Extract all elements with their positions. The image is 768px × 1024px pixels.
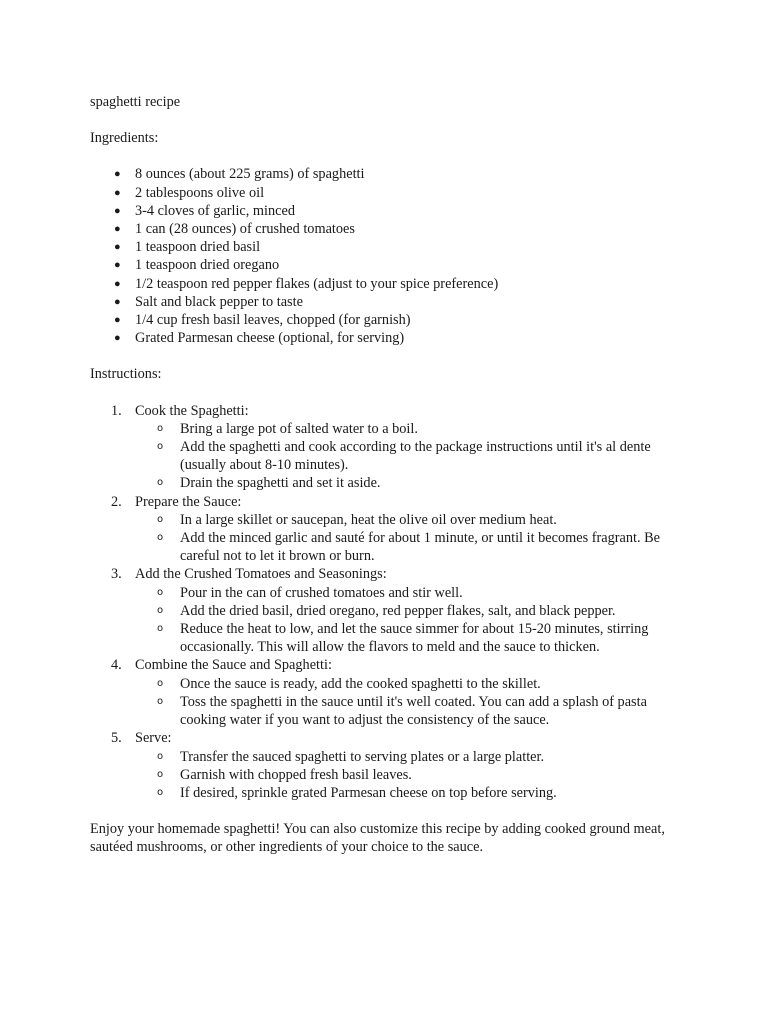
circle-bullet-icon: o bbox=[157, 677, 164, 689]
substep-list bbox=[135, 511, 690, 566]
substep-list bbox=[135, 675, 690, 730]
bullet-icon: ● bbox=[114, 186, 121, 199]
step-title: Combine the Sauce and Spaghetti: bbox=[135, 657, 332, 674]
circle-bullet-icon: o bbox=[157, 441, 164, 453]
substep-item: o In a large skillet or saucepan, heat the olive oil over medium heat. bbox=[157, 511, 557, 528]
bullet-icon: ● bbox=[114, 204, 121, 217]
circle-bullet-icon: o bbox=[157, 532, 164, 544]
closing-paragraph: Enjoy your homemade spaghetti! You can also customize this recipe by adding cooked ground meat, sautéed mushrooms, or other ingredients of your choice to the sauce. bbox=[90, 821, 665, 856]
substep-item: o Pour in the can of crushed tomatoes and stir well. bbox=[157, 584, 463, 601]
circle-bullet-icon: o bbox=[157, 750, 164, 762]
substep-list bbox=[135, 584, 690, 657]
substep-item: o Garnish with chopped fresh basil leaves. bbox=[157, 766, 412, 783]
substep-list bbox=[135, 420, 690, 493]
substep-list bbox=[135, 748, 690, 803]
bullet-icon: ● bbox=[114, 223, 121, 236]
substep-item: o Add the dried basil, dried oregano, red pepper flakes, salt, and black pepper. bbox=[157, 602, 616, 619]
substep-item: o If desired, sprinkle grated Parmesan cheese on top before serving. bbox=[157, 784, 557, 801]
step-item bbox=[90, 565, 690, 656]
circle-bullet-icon: o bbox=[157, 586, 164, 598]
substep-item: o Toss the spaghetti in the sauce until it's well coated. You can add a splash of pasta cooking water if you want to adjust the consistency of the sauce. bbox=[157, 693, 647, 729]
ingredients-heading: Ingredients: bbox=[90, 130, 159, 147]
ingredient-item: ● 1/2 teaspoon red pepper flakes (adjust to your spice preference) bbox=[114, 275, 499, 292]
step-number: 4. bbox=[111, 657, 122, 674]
ingredient-item: ● 1 teaspoon dried basil bbox=[114, 239, 261, 256]
step-number: 2. bbox=[111, 493, 122, 510]
ingredient-item: ● Grated Parmesan cheese (optional, for serving) bbox=[114, 330, 405, 347]
bullet-icon: ● bbox=[114, 259, 121, 272]
substep-item: o Add the minced garlic and sauté for about 1 minute, or until it becomes fragrant. Be careful not to let it brown or burn. bbox=[157, 530, 660, 565]
step-item bbox=[90, 729, 690, 802]
substep-item: o Bring a large pot of salted water to a boil. bbox=[157, 420, 418, 437]
ingredient-item: ● 1 teaspoon dried oregano bbox=[114, 257, 280, 274]
circle-bullet-icon: o bbox=[157, 477, 164, 489]
ingredient-item: ● 3-4 cloves of garlic, minced bbox=[114, 202, 295, 219]
step-item bbox=[90, 493, 690, 566]
step-title: Serve: bbox=[135, 730, 172, 747]
bullet-icon: ● bbox=[114, 241, 121, 254]
bullet-icon: ● bbox=[114, 277, 121, 290]
ingredients-list bbox=[90, 165, 690, 347]
step-number: 3. bbox=[111, 566, 122, 583]
step-item bbox=[90, 656, 690, 729]
instructions-list bbox=[90, 402, 690, 802]
substep-item: o Drain the spaghetti and set it aside. bbox=[157, 475, 381, 492]
step-title: Prepare the Sauce: bbox=[135, 493, 242, 510]
ingredient-item: ● 2 tablespoons olive oil bbox=[114, 184, 265, 201]
bullet-icon: ● bbox=[114, 332, 121, 345]
circle-bullet-icon: o bbox=[157, 786, 164, 798]
document-title: spaghetti recipe bbox=[90, 94, 181, 110]
step-item bbox=[90, 402, 690, 493]
circle-bullet-icon: o bbox=[157, 623, 164, 635]
step-title: Add the Crushed Tomatoes and Seasonings: bbox=[135, 566, 387, 583]
circle-bullet-icon: o bbox=[157, 768, 164, 780]
ingredient-item: ● Salt and black pepper to taste bbox=[114, 293, 303, 310]
bullet-icon: ● bbox=[114, 168, 121, 181]
substep-item: o Add the spaghetti and cook according to the package instructions until it's al dente (usually about 8-10 minutes). bbox=[157, 439, 651, 474]
step-title: Cook the Spaghetti: bbox=[135, 402, 249, 419]
bullet-icon: ● bbox=[114, 295, 121, 308]
ingredient-item: ● 8 ounces (about 225 grams) of spaghetti bbox=[114, 166, 365, 183]
substep-item: o Transfer the sauced spaghetti to serving plates or a large platter. bbox=[157, 748, 545, 765]
substep-item: o Reduce the heat to low, and let the sauce simmer for about 15-20 minutes, stirring occasionally. This will allow the flavors to meld and the sauce to thicken. bbox=[157, 621, 649, 656]
circle-bullet-icon: o bbox=[157, 604, 164, 616]
step-number: 5. bbox=[111, 730, 122, 747]
document-page bbox=[90, 93, 690, 857]
circle-bullet-icon: o bbox=[157, 422, 164, 434]
circle-bullet-icon: o bbox=[157, 695, 164, 707]
step-number: 1. bbox=[111, 402, 122, 419]
substep-item: o Once the sauce is ready, add the cooked spaghetti to the skillet. bbox=[157, 675, 541, 692]
instructions-heading: Instructions: bbox=[90, 366, 162, 383]
circle-bullet-icon: o bbox=[157, 513, 164, 525]
ingredient-item: ● 1/4 cup fresh basil leaves, chopped (for garnish) bbox=[114, 312, 411, 329]
bullet-icon: ● bbox=[114, 314, 121, 327]
ingredient-item: ● 1 can (28 ounces) of crushed tomatoes bbox=[114, 221, 355, 238]
